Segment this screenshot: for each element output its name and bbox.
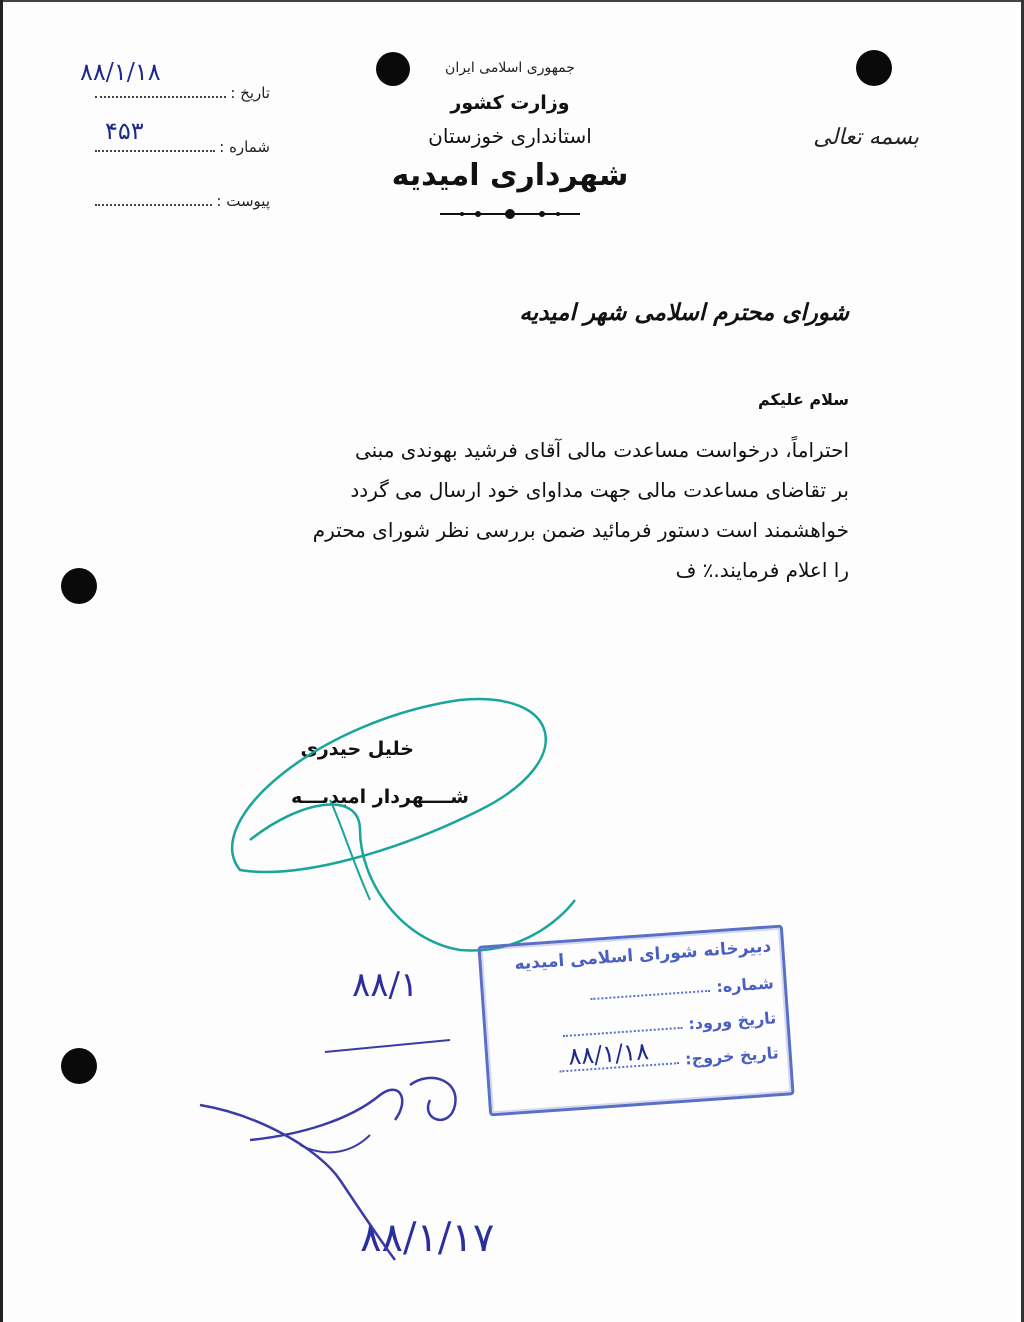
letterhead-ministry: وزارت کشور	[450, 92, 570, 114]
stamp-exit-label: تاریخ خروج:	[684, 1043, 780, 1069]
number-handwritten: ۴۵۳	[105, 117, 144, 145]
handwritten-note-bottom: ۸۸/۱/۱۷	[360, 1215, 495, 1261]
date-handwritten: ۸۸/۱/۱۸	[80, 58, 161, 86]
body-line: خواهشمند است دستور فرمائید ضمن بررسی نظر شورای محترم	[312, 518, 849, 542]
letterhead-province: استانداری خوزستان	[428, 124, 592, 148]
stamp-entry-label: تاریخ ورود:	[687, 1008, 777, 1034]
stamp-entry-handwritten: ۸۸/۱/۱۸	[567, 1037, 650, 1071]
letterhead-country: جمهوری اسلامی ایران	[445, 60, 575, 76]
signatory-title: شــــهردار امیدیـــه	[291, 786, 469, 808]
signatory-name: خلیل حیدری	[300, 738, 414, 760]
addressee-heading: شورای محترم اسلامی شهر امیدیه	[519, 300, 849, 326]
letterhead-municipality: شهرداری امیدیه	[391, 158, 629, 193]
attachment-label: پیوست :	[216, 192, 270, 210]
body-line: بر تقاضای مساعدت مالی جهت مداوای خود ارسال می گردد	[350, 478, 849, 502]
handwritten-note-top: ۸۸/۱	[352, 965, 419, 1005]
stamp-title: دبیرخانه شورای اسلامی امیدیه	[513, 936, 772, 975]
date-label: تاریخ :	[230, 84, 270, 102]
bismillah-calligraphy: بسمه تعالی	[813, 125, 919, 150]
body-line: را اعلام فرمایند.٪ ف	[675, 558, 849, 582]
stamp-number-label: شماره:	[715, 973, 775, 997]
body-line: احتراماً، درخواست مساعدت مالی آقای فرشید بهوندی مبنی	[354, 438, 849, 462]
greeting: سلام علیکم	[757, 390, 849, 409]
number-label: شماره :	[219, 138, 270, 156]
